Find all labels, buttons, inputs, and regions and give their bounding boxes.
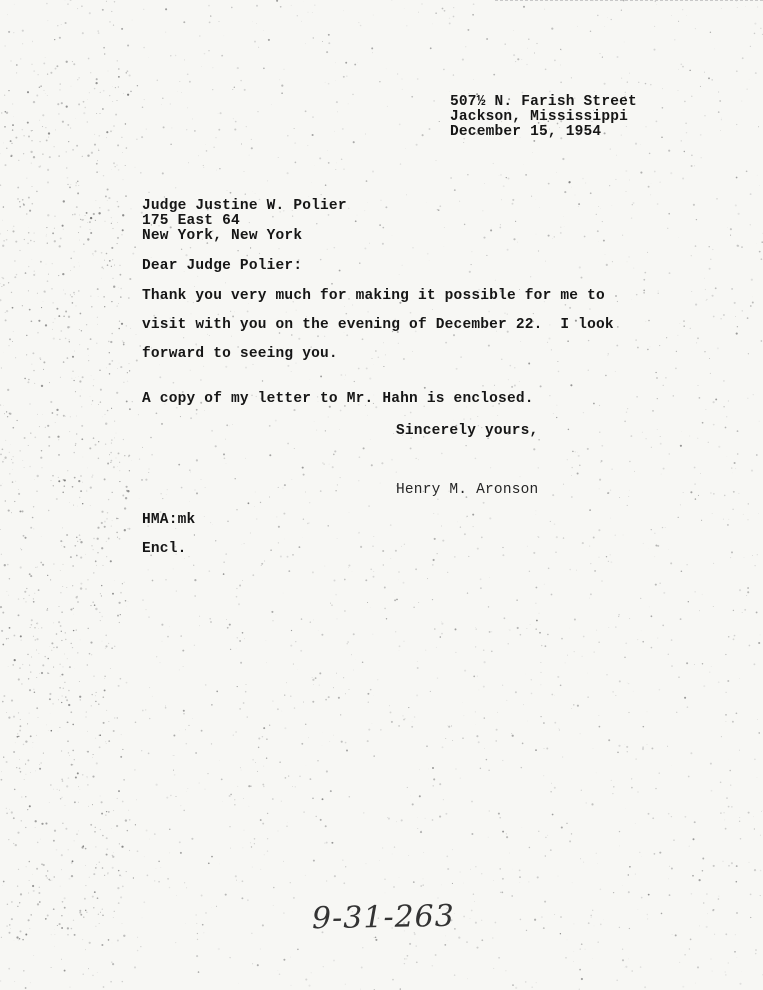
- salutation: Dear Judge Polier:: [142, 258, 303, 274]
- closing: Sincerely yours,: [396, 423, 539, 439]
- letter-date: December 15, 1954: [450, 124, 602, 140]
- body-line-3: forward to seeing you.: [142, 346, 338, 362]
- body-line-1: Thank you very much for making it possible for me to: [142, 288, 605, 304]
- typist-initials: HMA:mk: [142, 512, 196, 528]
- signature-name: Henry M. Aronson: [396, 482, 539, 498]
- sender-street: 507½ N. Farish Street: [450, 94, 637, 110]
- handwritten-filing-number: 9-31-263: [311, 898, 456, 937]
- recipient-city: New York, New York: [142, 228, 303, 244]
- recipient-street: 175 East 64: [142, 213, 240, 229]
- body-line-2: visit with you on the evening of December 22. I look: [142, 317, 614, 333]
- enclosure-note: Encl.: [142, 541, 187, 557]
- sender-city: Jackson, Mississippi: [450, 109, 629, 125]
- body-paragraph-2: A copy of my letter to Mr. Hahn is enclosed.: [142, 391, 534, 407]
- top-edge-dashes: [495, 0, 763, 2]
- recipient-name: Judge Justine W. Polier: [142, 198, 347, 214]
